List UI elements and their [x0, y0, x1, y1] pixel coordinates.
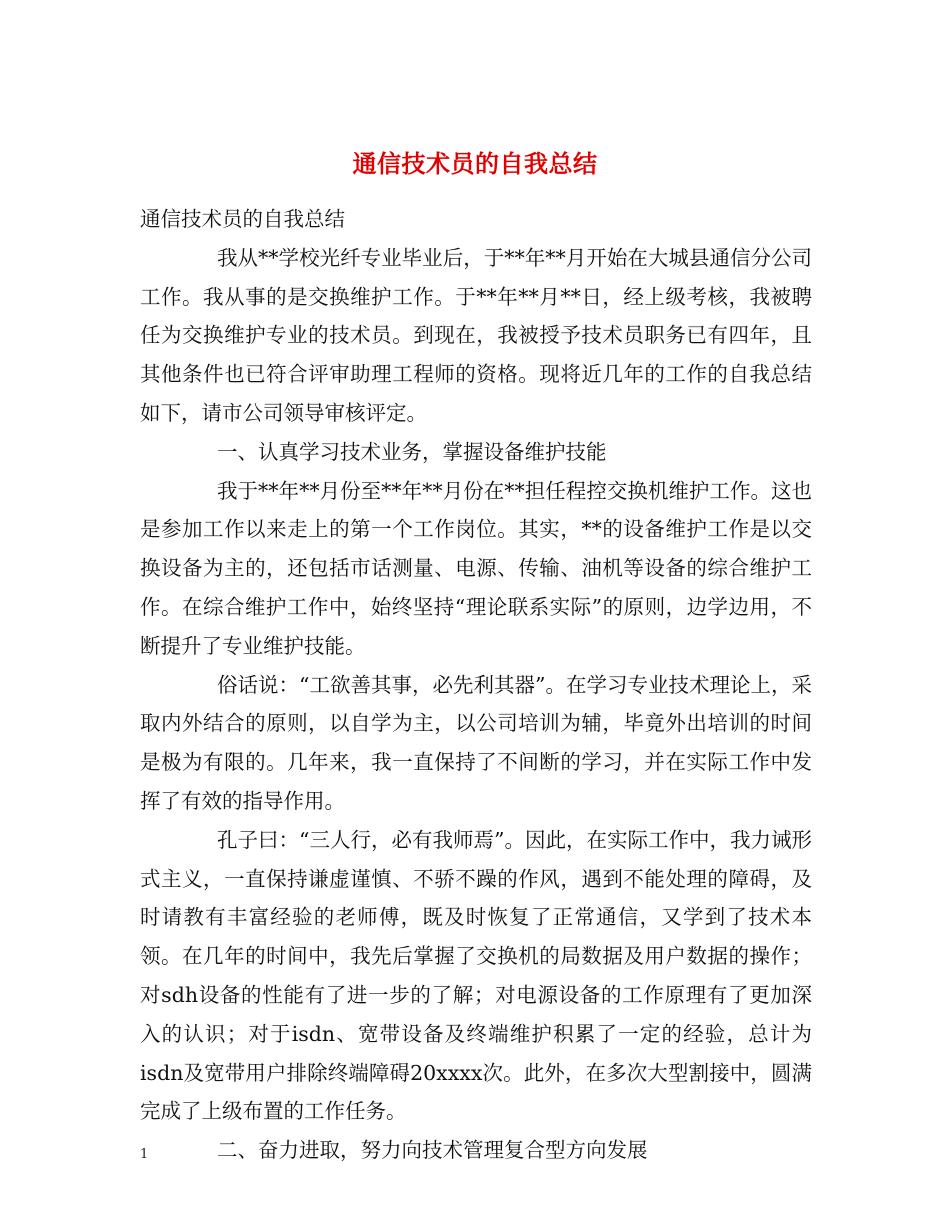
section-heading-2: 二、奋力进取，努力向技术管理复合型方向发展	[217, 1138, 648, 1163]
intro-paragraph: 我从**学校光纤专业毕业后，于**年**月开始在大城县通信分公司工作。我从事的是交换维护工作。于**年**月**日，经上级考核，我被聘任为交换维护专业的技术员。到现在，我被授予技术员职务已有四年，且其他条件也已符合评审助理工程师的资格。现将近几年的工作的自我总结如下，请市公司领导审核评定。	[140, 245, 812, 425]
page-number: 1	[140, 1147, 149, 1162]
body-paragraph: 我于**年**月份至**年**月份在**担任程控交换机维护工作。这也是参加工作以来走上的第一个工作岗位。其实，**的设备维护工作是以交换设备为主的，还包括市话测量、电源、传输、油机等设备的综合维护工作。在综合维护工作中，始终坚持“理论联系实际”的原则，边学边用，不断提升了专业维护技能。	[140, 478, 812, 658]
subtitle-paragraph: 通信技术员的自我总结	[140, 207, 345, 231]
body-paragraph: 俗话说：“工欲善其事，必先利其器”。在学习专业技术理论上，采取内外结合的原则，以自学为主，以公司培训为辅，毕竟外出培训的时间是极为有限的。几年来，我一直保持了不间断的学习，并在实际工作中发挥了有效的指导作用。	[140, 672, 812, 813]
section-heading-1: 一、认真学习技术业务，掌握设备维护技能	[217, 439, 607, 464]
body-paragraph: 孔子曰：“三人行，必有我师焉”。因此，在实际工作中，我力诫形式主义，一直保持谦虚谨慎、不骄不躁的作风，遇到不能处理的障碍，及时请教有丰富经验的老师傅，既及时恢复了正常通信，又学到了技术本领。在几年的时间中，我先后掌握了交换机的局数据及用户数据的操作；对sdh设备的性能有了进一步的了解；对电源设备的工作原理有了更加深入的认识；对于isdn、宽带设备及终端维护积累了一定的经验，总计为isdn及宽带用户排除终端障碍20xxxx次。此外，在多次大型割接中，圆满完成了上级布置的工作任务。	[140, 827, 812, 1124]
document-title: 通信技术员的自我总结	[352, 149, 598, 179]
document-body	[140, 200, 812, 1170]
